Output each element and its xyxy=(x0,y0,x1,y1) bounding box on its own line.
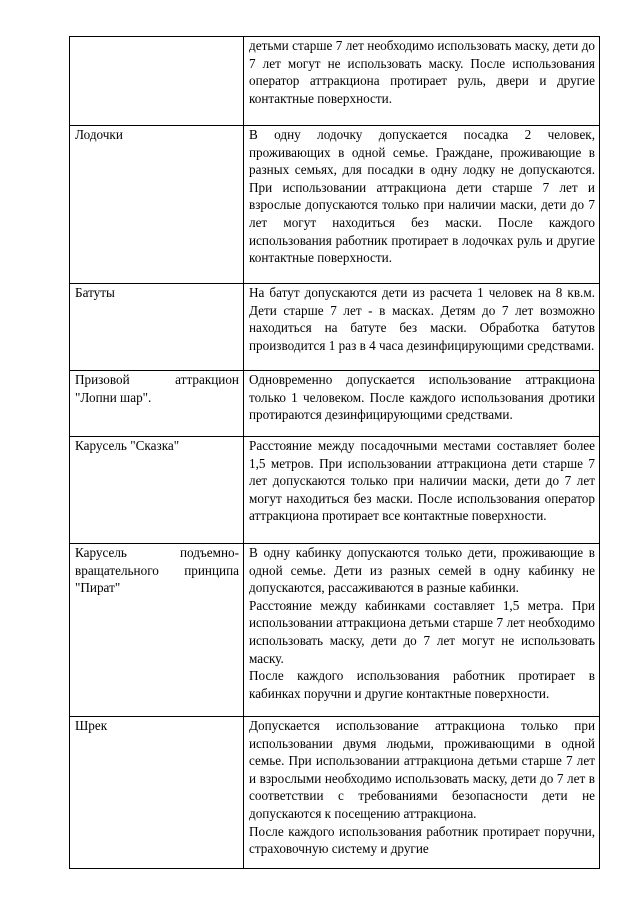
table-row xyxy=(70,126,600,284)
attraction-name-cell: Призовой аттракцион "Лопни шар". xyxy=(70,371,244,437)
table-row xyxy=(70,544,600,717)
attractions-table xyxy=(69,36,600,869)
rules-paragraph: Допускается использование аттракциона только при использовании двумя людьми, проживающими в одной семье. При использовании аттракциона детьми старше 7 лет и взрослыми необходимо использовать маску, дети до 7 лет в соответствии с требованиями безопасности дети не допускаются к посещению аттракциона. xyxy=(249,718,595,821)
rules-paragraph: детьми старше 7 лет необходимо использовать маску, дети до 7 лет могут не использовать маску. После использования оператор аттракциона протирает руль, двери и другие контактные поверхности. xyxy=(249,38,595,106)
table-row xyxy=(70,371,600,437)
attraction-name-cell: Карусель подъемно-вращательного принципа "Пират" xyxy=(70,544,244,717)
table-row xyxy=(70,437,600,544)
table-row xyxy=(70,717,600,869)
table-row xyxy=(70,37,600,126)
rules-paragraph: В одну кабинку допускаются только дети, проживающие в одной семье. Дети из разных семей в одну кабинку не допускаются, рассаживаются в разные кабинки. xyxy=(249,545,595,596)
attraction-rules-cell xyxy=(244,37,600,126)
attraction-name-cell: Лодочки xyxy=(70,126,244,284)
rules-paragraph: В одну лодочку допускается посадка 2 человек, проживающих в одной семье. Граждане, проживающие в разных семьях, для посадки в одну лодку не допускаются. При использовании аттракциона дети старше 7 лет и взрослые допускаются только при наличии маски, дети до 7 лет могут находиться без маски. После каждого использования работник протирает в лодочках руль и другие контактные поверхности. xyxy=(249,127,595,266)
attraction-name-cell xyxy=(70,37,244,126)
attraction-name-cell: Карусель "Сказка" xyxy=(70,437,244,544)
attraction-name-cell: Шрек xyxy=(70,717,244,869)
table-row xyxy=(70,284,600,371)
attraction-rules-cell xyxy=(244,371,600,437)
attraction-rules-cell xyxy=(244,284,600,371)
rules-paragraph: После каждого использования работник протирает в кабинках поручни и другие контактные поверхности. xyxy=(249,668,595,701)
rules-paragraph: После каждого использования работник протирает поручни, страховочную систему и другие xyxy=(249,823,595,857)
attraction-name-cell: Батуты xyxy=(70,284,244,371)
rules-paragraph: Расстояние между кабинками составляет 1,5 метра. При использовании аттракциона детьми старше 7 лет необходимо использовать маску, дети до 7 лет могут не использовать маску. xyxy=(249,597,595,666)
attraction-rules-cell xyxy=(244,126,600,284)
attraction-rules-cell xyxy=(244,437,600,544)
rules-paragraph: Расстояние между посадочными местами составляет более 1,5 метров. При использовании аттракциона дети старше 7 лет допускаются только при наличии маски, дети до 7 лет могут находиться без маски. После использования оператор аттракциона протирает все контактные поверхности. xyxy=(249,438,595,524)
attraction-rules-cell xyxy=(244,544,600,717)
attraction-rules-cell xyxy=(244,717,600,869)
rules-paragraph: Одновременно допускается использование аттракциона только 1 человеком. После каждого использования дротики протираются дезинфицирующими средствами. xyxy=(249,372,595,423)
rules-paragraph: На батут допускаются дети из расчета 1 человек на 8 кв.м. Дети старше 7 лет - в масках. Детям до 7 лет возможно находиться на батуте без маски. Обработка батутов производится 1 раз в 4 часа дезинфицирующими средствами. xyxy=(249,285,595,353)
